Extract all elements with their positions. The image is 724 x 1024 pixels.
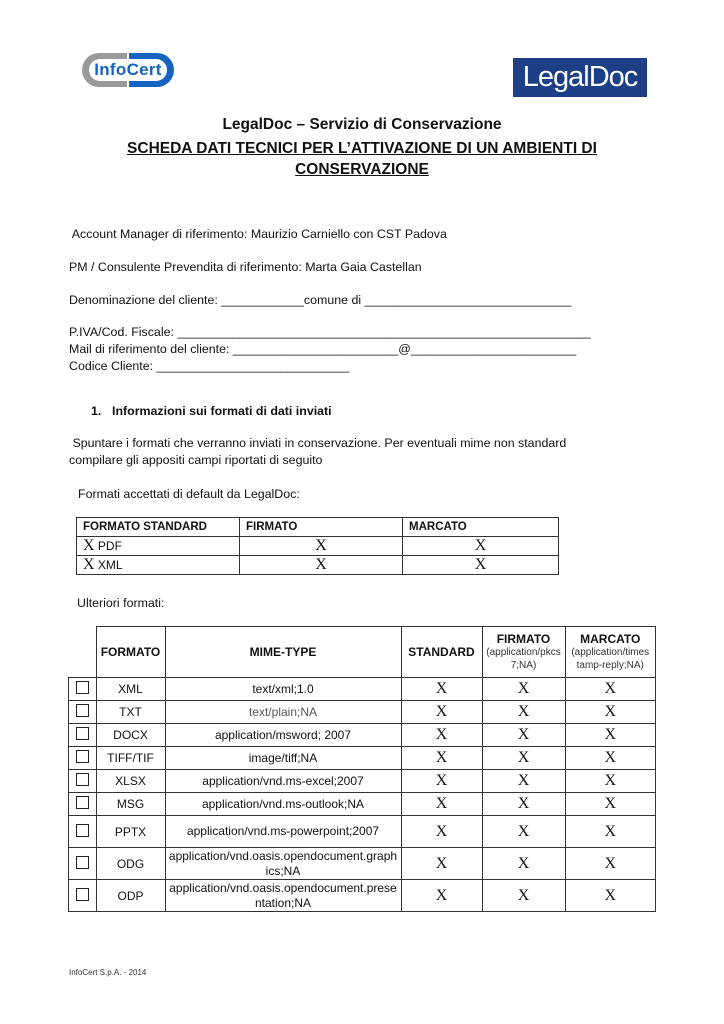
formato-cell: TXT: [96, 701, 165, 724]
x-mark: X: [83, 537, 95, 554]
table-row: [69, 848, 656, 880]
firmato-cell: X: [482, 747, 565, 770]
checkbox-col-header: [69, 627, 97, 678]
table-row: [69, 724, 656, 747]
pm-line: PM / Consulente Prevendita di riferimento: Marta Gaia Castellan: [69, 260, 422, 274]
mime-type-cell: text/plain;NA: [165, 701, 401, 724]
table-header-row: [77, 518, 559, 537]
marcato-cell: X: [565, 747, 656, 770]
col-header-firmato: FIRMATO: [240, 518, 403, 537]
format-cell: [77, 537, 240, 556]
subtitle-line-1: SCHEDA DATI TECNICI PER L’ATTIVAZIONE DI UN AMBIENTI DI: [127, 140, 597, 157]
marcato-cell: X: [565, 678, 656, 701]
table-row: [69, 747, 656, 770]
standard-cell: X: [401, 678, 482, 701]
formato-cell: ODG: [96, 848, 165, 880]
checkbox[interactable]: [76, 727, 89, 740]
instructions-line-1: Spuntare i formati che verranno inviati in conservazione. Per eventuali mime non standard: [69, 436, 567, 450]
mime-type-cell: application/msword; 2007: [165, 724, 401, 747]
col-header-firmato: [482, 627, 565, 678]
legaldoc-logo: LegalDoc: [513, 58, 647, 97]
mime-type-cell: image/tiff;NA: [165, 747, 401, 770]
col-header-formato-standard: FORMATO STANDARD: [77, 518, 240, 537]
firmato-cell: X: [482, 770, 565, 793]
default-formats-label: Formati accettati di default da LegalDoc:: [78, 487, 300, 501]
col-header-marcato: [565, 627, 656, 678]
checkbox[interactable]: [76, 704, 89, 717]
mime-type-cell: application/vnd.ms-excel;2007: [165, 770, 401, 793]
firmato-cell: X: [482, 678, 565, 701]
table-row: [69, 816, 656, 848]
extra-formats-table: [68, 626, 656, 912]
checkbox-cell[interactable]: [69, 848, 97, 880]
standard-cell: X: [401, 848, 482, 880]
marcato-cell: X: [565, 770, 656, 793]
section-heading: [91, 404, 332, 418]
checkbox[interactable]: [76, 681, 89, 694]
firmato-cell: X: [240, 537, 403, 556]
standard-cell: X: [401, 770, 482, 793]
document-title: LegalDoc – Servizio di Conservazione: [222, 116, 502, 133]
table-row: [69, 770, 656, 793]
checkbox[interactable]: [76, 824, 89, 837]
col-header-formato: FORMATO: [96, 627, 165, 678]
table-row: [69, 678, 656, 701]
document-subtitle: [0, 138, 724, 180]
firmato-cell: X: [482, 724, 565, 747]
logo-cert-text: Cert: [126, 60, 162, 79]
default-formats-table: [76, 517, 559, 575]
checkbox-cell[interactable]: [69, 770, 97, 793]
marcato-cell: X: [565, 848, 656, 880]
checkbox-cell[interactable]: [69, 678, 97, 701]
mime-type-cell: application/vnd.oasis.opendocument.presentation;NA: [165, 880, 401, 912]
mail-field[interactable]: Mail di riferimento del cliente: ________________________@________________________: [69, 342, 577, 356]
section-title: Informazioni sui formati di dati inviati: [112, 404, 332, 418]
piva-field[interactable]: P.IVA/Cod. Fiscale: ____________________________________________________________: [69, 325, 591, 339]
firmato-cell: X: [482, 848, 565, 880]
standard-cell: X: [401, 880, 482, 912]
firmato-cell: X: [482, 880, 565, 912]
checkbox-cell[interactable]: [69, 747, 97, 770]
checkbox[interactable]: [76, 773, 89, 786]
firmato-cell: X: [482, 701, 565, 724]
marcato-title: MARCATO: [580, 632, 641, 646]
formato-cell: XML: [96, 678, 165, 701]
table-row: [69, 793, 656, 816]
format-cell: [77, 556, 240, 575]
checkbox-cell[interactable]: [69, 793, 97, 816]
checkbox-cell[interactable]: [69, 880, 97, 912]
table-row: [77, 556, 559, 575]
formato-cell: MSG: [96, 793, 165, 816]
account-manager-line: Account Manager di riferimento: Maurizio Carniello con CST Padova: [69, 227, 447, 241]
table-row: [69, 701, 656, 724]
logo-info-text: Info: [94, 60, 127, 79]
firmato-subtitle: (application/pkcs 7;NA): [486, 647, 561, 671]
section-number: 1.: [91, 404, 102, 418]
formato-cell: TIFF/TIF: [96, 747, 165, 770]
x-mark: X: [83, 556, 95, 573]
checkbox-cell[interactable]: [69, 724, 97, 747]
format-name: PDF: [97, 539, 122, 553]
marcato-cell: X: [565, 701, 656, 724]
col-header-mime-type: MIME-TYPE: [165, 627, 401, 678]
mime-type-cell: application/vnd.ms-powerpoint;2007: [165, 816, 401, 848]
format-name: XML: [97, 558, 123, 572]
marcato-cell: X: [403, 537, 559, 556]
formato-cell: PPTX: [96, 816, 165, 848]
checkbox[interactable]: [76, 856, 89, 869]
table-header-row: [69, 627, 656, 678]
denominazione-field[interactable]: Denominazione del cliente: ____________comune di ______________________________: [69, 293, 572, 307]
firmato-cell: X: [482, 816, 565, 848]
mime-type-cell: application/vnd.oasis.opendocument.graphics;NA: [165, 848, 401, 880]
infocert-logo: [80, 51, 176, 89]
firmato-cell: X: [482, 793, 565, 816]
formato-cell: XLSX: [96, 770, 165, 793]
formato-cell: ODP: [96, 880, 165, 912]
standard-cell: X: [401, 816, 482, 848]
subtitle-line-2: CONSERVAZIONE: [295, 161, 429, 178]
codice-cliente-field[interactable]: Codice Cliente: ____________________________: [69, 359, 350, 373]
marcato-cell: X: [403, 556, 559, 575]
marcato-cell: X: [565, 816, 656, 848]
col-header-marcato: MARCATO: [403, 518, 559, 537]
marcato-cell: X: [565, 724, 656, 747]
standard-cell: X: [401, 701, 482, 724]
footer-text: InfoCert S.p.A. - 2014: [69, 968, 147, 977]
checkbox[interactable]: [76, 796, 89, 809]
marcato-subtitle: (application/times tamp-reply;NA): [571, 647, 650, 671]
firmato-title: FIRMATO: [496, 632, 551, 646]
instructions-line-2: compilare gli appositi campi riportati di seguito: [69, 453, 323, 467]
standard-cell: X: [401, 724, 482, 747]
table-row: [77, 537, 559, 556]
marcato-cell: X: [565, 880, 656, 912]
formato-cell: DOCX: [96, 724, 165, 747]
table-row: [69, 880, 656, 912]
firmato-cell: X: [240, 556, 403, 575]
col-header-standard: STANDARD: [401, 627, 482, 678]
marcato-cell: X: [565, 793, 656, 816]
mime-type-cell: text/xml;1.0: [165, 678, 401, 701]
extra-formats-label: Ulteriori formati:: [77, 596, 165, 610]
standard-cell: X: [401, 747, 482, 770]
checkbox-cell[interactable]: [69, 701, 97, 724]
standard-cell: X: [401, 793, 482, 816]
checkbox-cell[interactable]: [69, 816, 97, 848]
mime-type-cell: application/vnd.ms-outlook;NA: [165, 793, 401, 816]
checkbox[interactable]: [76, 750, 89, 763]
checkbox[interactable]: [76, 888, 89, 901]
